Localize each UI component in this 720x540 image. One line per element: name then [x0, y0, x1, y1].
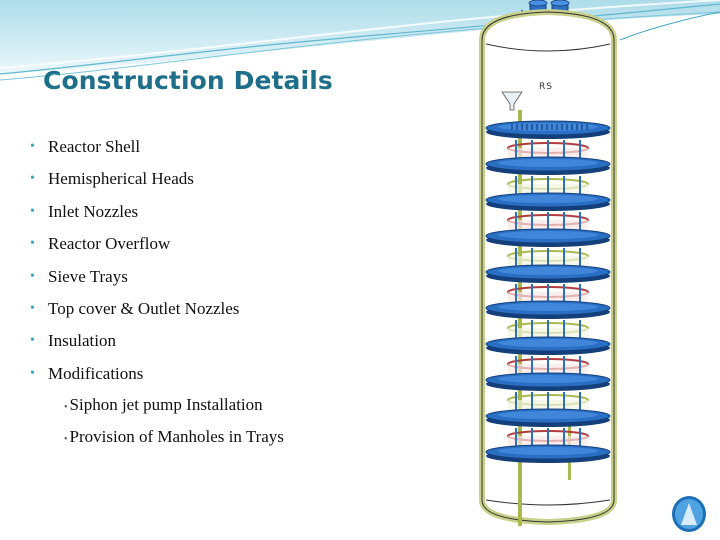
bullet-icon: •	[30, 203, 35, 219]
sub-bullet-text: Provision of Manholes in Trays	[69, 427, 284, 447]
sub-bullet-icon: •	[64, 402, 68, 413]
navigation-button-icon[interactable]	[671, 495, 707, 533]
slide-title: Construction Details	[43, 66, 333, 95]
sub-bullet-icon: •	[64, 434, 68, 446]
bullet-text: Reactor Overflow	[48, 234, 171, 254]
bullet-item	[30, 328, 239, 360]
reactor-label: RS	[539, 82, 553, 92]
bullet-icon: •	[30, 139, 35, 154]
sub-bullet-list	[64, 392, 284, 457]
bullet-text: Top cover & Outlet Nozzles	[48, 298, 240, 318]
sub-bullet-item	[64, 392, 284, 424]
sub-bullet-text: Siphon jet pump Installation	[69, 395, 263, 414]
bullet-icon: •	[30, 171, 35, 187]
bullet-item	[30, 296, 239, 328]
bullet-item	[30, 166, 239, 198]
bullet-text: Modifications	[48, 363, 144, 383]
bullet-item	[30, 231, 239, 263]
bullet-text: Reactor Shell	[48, 137, 141, 156]
bullet-icon: •	[30, 300, 35, 316]
bullet-icon: •	[30, 333, 35, 349]
reactor-column-illustration	[468, 0, 628, 540]
bullet-item	[30, 134, 239, 166]
bullet-icon: •	[30, 365, 35, 381]
bullet-text: Hemispherical Heads	[48, 169, 194, 189]
bullet-icon: •	[30, 268, 35, 284]
bullet-list	[30, 134, 239, 393]
bullet-item	[30, 264, 239, 296]
bullet-item	[30, 361, 239, 393]
bullet-icon: •	[30, 236, 35, 252]
sub-bullet-item	[64, 424, 284, 456]
bullet-item	[30, 199, 239, 231]
bullet-text: Inlet Nozzles	[48, 201, 139, 221]
bullet-text: Sieve Trays	[48, 266, 128, 286]
bullet-text: Insulation	[48, 331, 116, 351]
